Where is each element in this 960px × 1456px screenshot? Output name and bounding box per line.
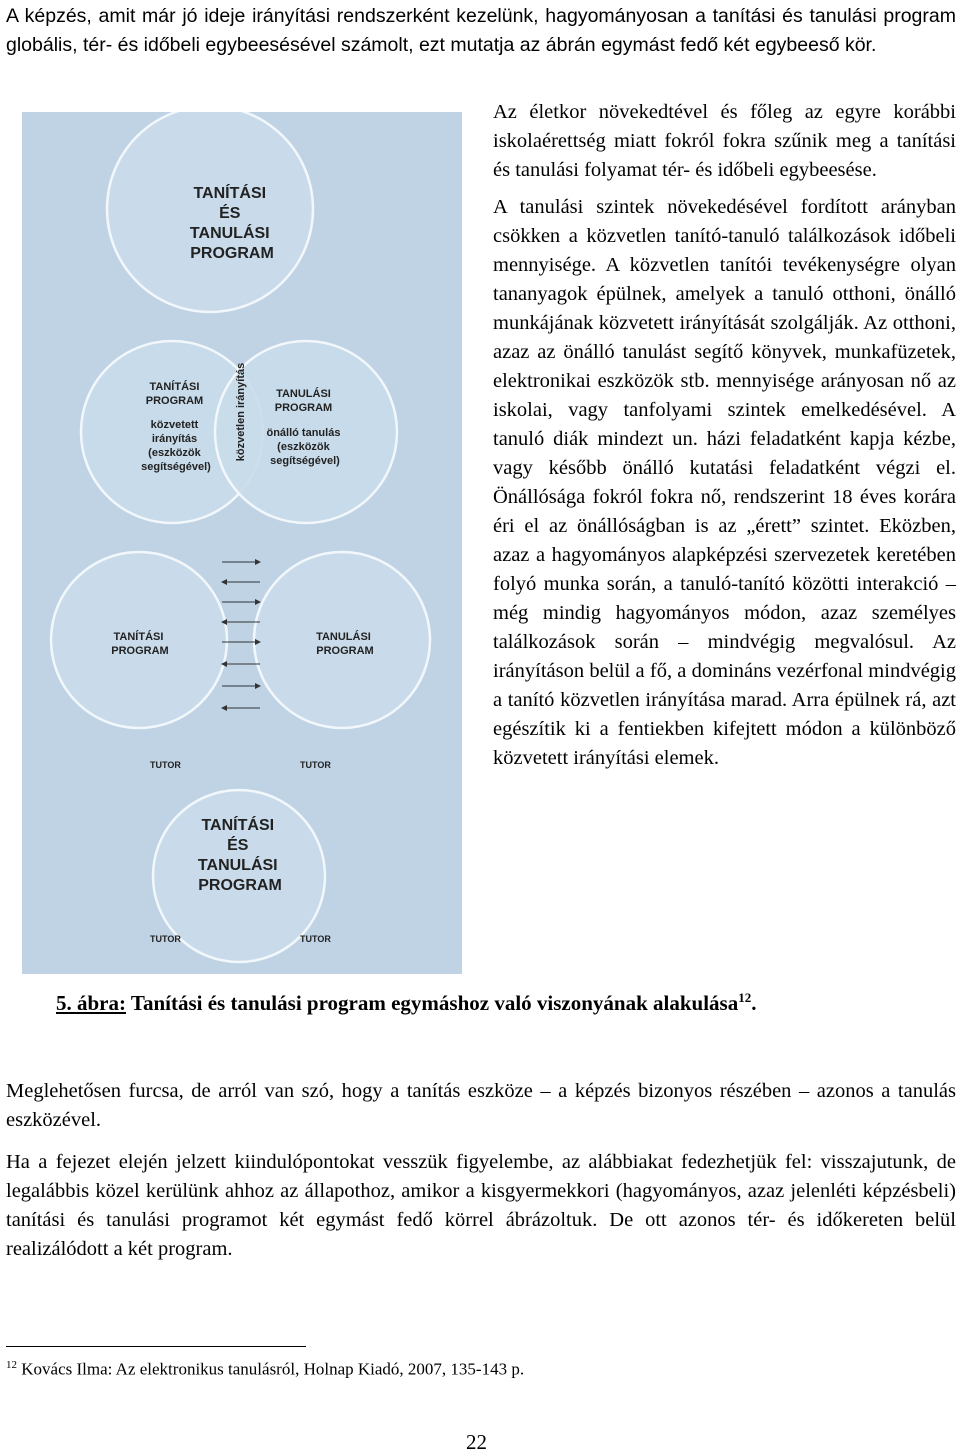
figure-5-diagram (22, 112, 462, 974)
body-paragraph-3: Ha a fejezet elején jelzett kiindulópontokat vesszük figyelembe, az alábbiakat fedezhetjük fel: visszajutunk, de legalábbis közel kerülünk ahhoz az állapothoz, amikor a kisgyermekkori (hagyományos, azaz jelenléti képzésbeli) tanítási és tanulási programot két egymást fedő körrel ábrázoltuk. De ott azonos tér- és időkereten belül realizálódott a két program. (6, 1151, 956, 1260)
tutor-label: TUTOR (300, 934, 331, 944)
c4-label: TANÍTÁSI ÉS TANULÁSI PROGRAM (197, 817, 282, 894)
tutor-label: TUTOR (150, 934, 181, 944)
body-paragraph-2: Meglehetősen furcsa, de arról van szó, hogy a tanítás eszköze – a képzés bizonyos részében – azonos a tanulás eszközével. (6, 1080, 956, 1131)
circle-combined-top (107, 112, 313, 312)
c1-label: TANÍTÁSI ÉS TANULÁSI PROGRAM (189, 185, 274, 262)
caption-label: 5. ábra: (56, 991, 126, 1015)
tutor-label: TUTOR (150, 760, 181, 770)
diagram-svg (22, 112, 462, 974)
figure-caption (56, 990, 956, 1016)
footnote-number: 12 (6, 1359, 17, 1371)
caption-footnote-ref[interactable]: 12 (738, 990, 752, 1005)
intro-paragraph: A képzés, amit már jó ideje irányítási rendszerként kezelünk, hagyományosan a tanítási és tanulási program globális, tér- és időbeli egybeesésével számolt, ezt mutatja az ábrán egymást fedő két egybeeső kör. (6, 5, 956, 56)
footnote (6, 1359, 524, 1380)
footnote-text: Kovács Ilma: Az elektronikus tanulásról, Holnap Kiadó, 2007, 135-143 p. (17, 1359, 525, 1379)
caption-end: . (751, 991, 757, 1015)
right-paragraph-2: A tanulási szintek növekedésével fordított arányban csökken a közvetlen tanító-tanuló találkozások időbeli mennyisége. A közvetlen tanítói tevékenységre olyan tananyagok épülnek, amelyek a tanuló otthoni, önálló munkájának közvetett irányítását szolgálják. Az otthoni, azaz az önálló tanulást segítő könyvek, munkafüzetek, elektronikai eszközök stb. mennyisége arányosan nő az iskolai, vagy tanfolyami szintek emelkedésével. A tanuló diák mindezt un. házi feladatként kapja kézbe, vagy később önálló kutatási feladatként végzi el. Önállósága fokról fokra nő, rendszerint 18 éves korára éri el az önállóságban is az „érett” szintet. Eközben, azaz a hagyományos alapképzési szervezetek keretében folyó munka során, a tanuló-tanító közötti interakció – még mindig hagyományos módon, azaz személyes találkozások során – mindvégig megvalósul. Az irányításon belül a fő, a domináns vezérfonal mindvégig a tanító közvetlen irányítása marad. Arra épülnek rá, azt egészítik ki a fentiekben kifejtett módon a különböző közvetett irányítási elemek. (493, 196, 956, 769)
footnote-divider (6, 1346, 306, 1347)
c3-right-label: TANULÁSI PROGRAM (316, 631, 374, 657)
c2-right-label: TANULÁSI PROGRAM önálló tanulás (eszközök segítségével) (266, 388, 341, 467)
right-column-text (493, 98, 956, 781)
c2-mid-label: közvetlen irányítás (235, 362, 247, 462)
c2-left-label: TANÍTÁSI PROGRAM közvetett irányítás (eszközök segítségével) (141, 381, 211, 473)
c3-left-label: TANÍTÁSI PROGRAM (111, 631, 169, 657)
tutor-label: TUTOR (300, 760, 331, 770)
page-number: 22 (466, 1430, 487, 1454)
caption-text: Tanítási és tanulási program egymáshoz való viszonyának alakulása (126, 991, 739, 1015)
right-paragraph-1: Az életkor növekedtével és főleg az egyre korábbi iskolaérettség miatt fokról fokra szűnik meg a tanítási és tanulási folyamat tér- és időbeli egybeesése. (493, 101, 956, 181)
